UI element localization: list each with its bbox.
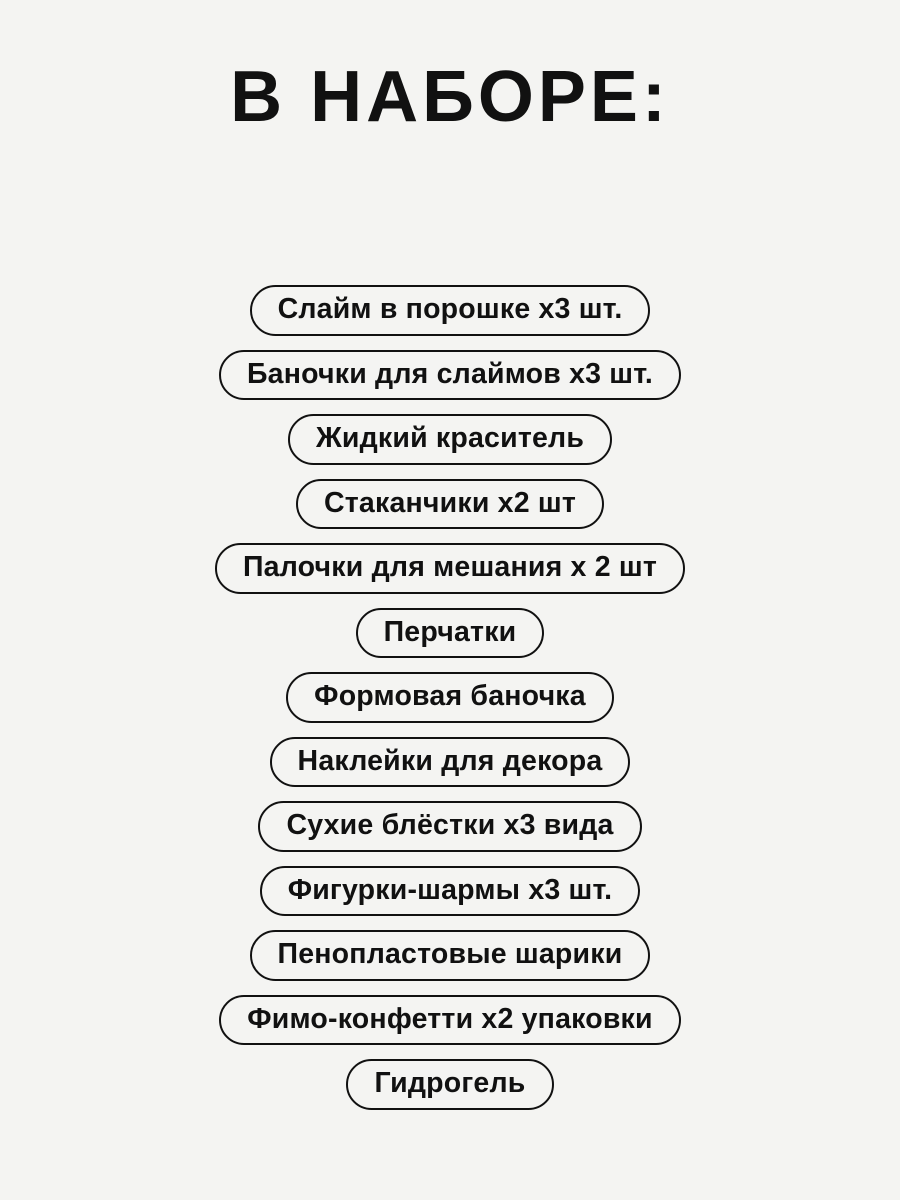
page-title: В НАБОРЕ:: [230, 57, 670, 137]
list-item: Пенопластовые шарики: [250, 930, 651, 981]
list-item: Слайм в порошке х3 шт.: [250, 285, 651, 336]
list-item: Палочки для мешания х 2 шт: [215, 543, 685, 594]
set-contents-list: [0, 285, 900, 1110]
list-item: Фимо-конфетти х2 упаковки: [219, 995, 681, 1046]
list-item: Сухие блёстки х3 вида: [258, 801, 641, 852]
list-item: Наклейки для декора: [270, 737, 631, 788]
list-item: Фигурки-шармы х3 шт.: [260, 866, 641, 917]
list-item: Жидкий краситель: [288, 414, 612, 465]
list-item: Формовая баночка: [286, 672, 614, 723]
list-item: Перчатки: [356, 608, 545, 659]
list-item: Гидрогель: [346, 1059, 553, 1110]
list-item: Баночки для слаймов х3 шт.: [219, 350, 681, 401]
list-item: Стаканчики х2 шт: [296, 479, 604, 530]
